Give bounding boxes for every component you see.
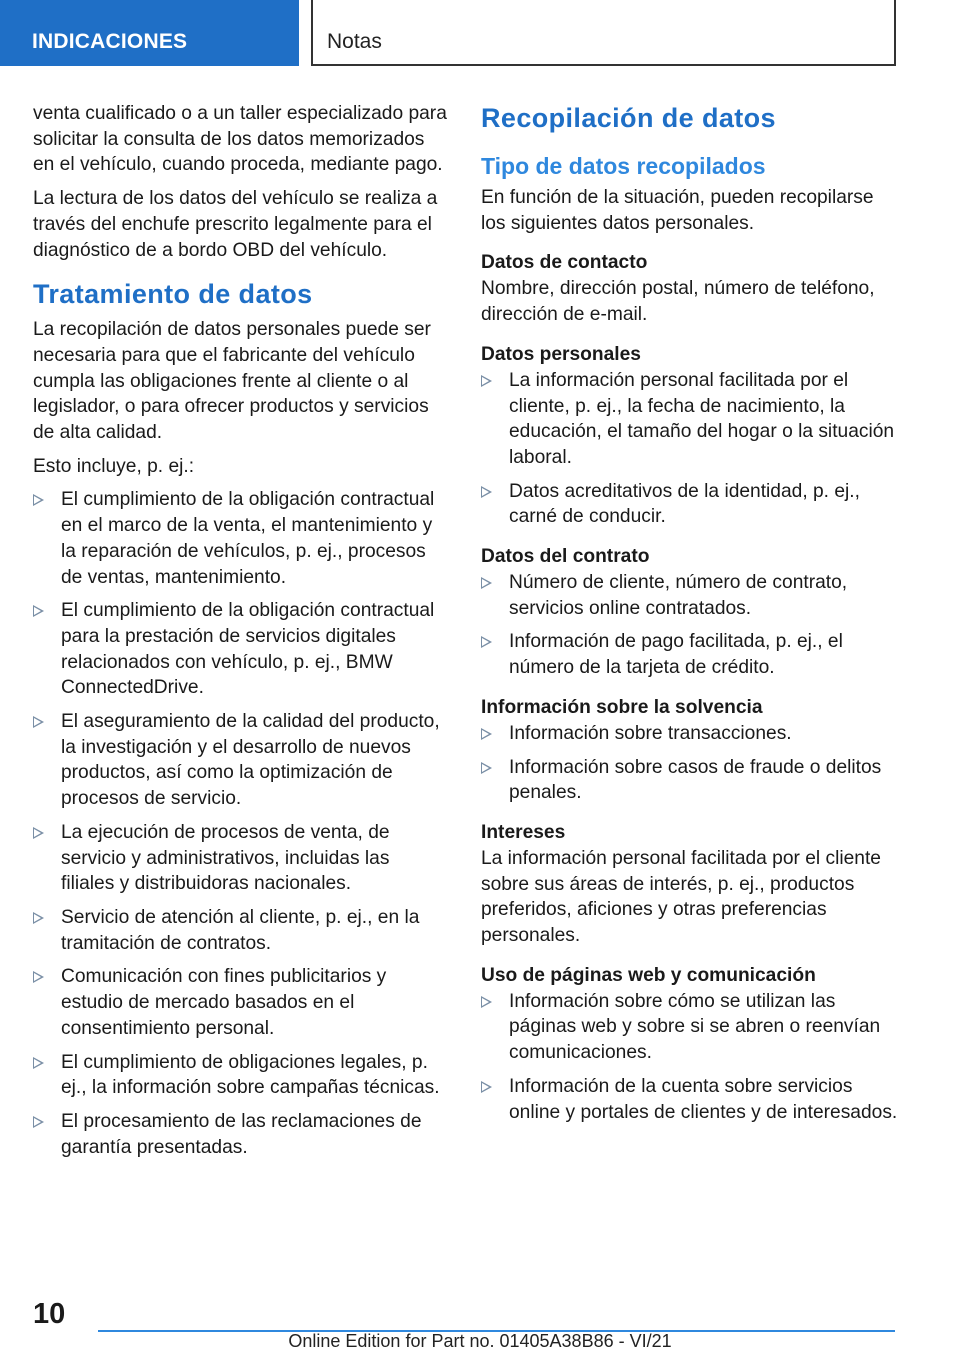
paragraph: Esto incluye, p. ej.: bbox=[33, 455, 195, 477]
paragraph: La recopilación de datos personales puede ser necesaria para que el fabricante del vehículo cumpla las obligaciones frente al cliente o al legislador, o para ofrecer productos y servicios de alta calidad. bbox=[33, 319, 431, 444]
list-item: Número de cliente, número de contrato, servicios online contratados. bbox=[481, 570, 901, 621]
triangle-bullet-icon bbox=[33, 971, 44, 983]
page-number: 10 bbox=[33, 1298, 66, 1330]
list-item: El procesamiento de las reclamaciones de garantía presentadas. bbox=[33, 1109, 447, 1160]
triangle-bullet-icon bbox=[481, 486, 492, 498]
bullet-list bbox=[481, 570, 901, 681]
subsection-heading: Tipo de datos recopilados bbox=[481, 153, 766, 179]
list-item: Comunicación con fines publicitarios y estudio de mercado basados en el consentimiento personal. bbox=[33, 964, 447, 1041]
bullet-list bbox=[481, 368, 901, 530]
triangle-bullet-icon bbox=[33, 494, 44, 506]
triangle-bullet-icon bbox=[481, 636, 492, 648]
paragraph: En función de la situación, pueden recopilarse los siguientes datos personales. bbox=[481, 187, 874, 234]
section-heading: Recopilación de datos bbox=[481, 103, 776, 133]
item-title: Información sobre la solvencia bbox=[481, 696, 763, 718]
item-title: Datos del contrato bbox=[481, 546, 650, 568]
paragraph: La lectura de los datos del vehículo se realiza a través del enchufe prescrito legalmente para el diagnóstico de a bordo OBD del vehículo. bbox=[33, 188, 438, 261]
right-column bbox=[481, 101, 901, 1133]
page-header bbox=[0, 0, 960, 66]
triangle-bullet-icon bbox=[33, 605, 44, 617]
triangle-bullet-icon bbox=[481, 762, 492, 774]
triangle-bullet-icon bbox=[481, 996, 492, 1008]
list-item: Datos acreditativos de la identidad, p. ej., carné de conducir. bbox=[481, 479, 901, 530]
triangle-bullet-icon bbox=[481, 577, 492, 589]
list-item: El cumplimiento de la obligación contractual para la prestación de servicios digitales relacionados con vehículo, p. ej., BMW ConnectedDrive. bbox=[33, 598, 447, 701]
list-item: La ejecución de procesos de venta, de servicio y administrativos, incluidas las filiales y distribuidoras nacionales. bbox=[33, 820, 447, 897]
paragraph: Nombre, dirección postal, número de teléfono, dirección de e-mail. bbox=[481, 278, 875, 326]
bullet-list bbox=[33, 487, 447, 1160]
list-item: Información sobre transacciones. bbox=[481, 721, 901, 747]
triangle-bullet-icon bbox=[33, 1116, 44, 1128]
list-item: Información sobre casos de fraude o delitos penales. bbox=[481, 755, 901, 806]
section-heading: Tratamiento de datos bbox=[33, 279, 313, 310]
list-item: El cumplimiento de la obligación contractual en el marco de la venta, el mantenimiento y la reparación de vehículos, p. ej., procesos de ventas, mantenimiento. bbox=[33, 487, 447, 590]
triangle-bullet-icon bbox=[481, 728, 492, 740]
item-title: Datos de contacto bbox=[481, 252, 648, 274]
paragraph: La información personal facilitada por el cliente sobre sus áreas de interés, p. ej., productos preferidos, aficiones y otras preferencias personales. bbox=[481, 847, 881, 947]
item-title: Intereses bbox=[481, 821, 566, 843]
item-title: Datos personales bbox=[481, 343, 641, 365]
left-column bbox=[33, 101, 447, 1168]
section-tab: INDICACIONES bbox=[0, 0, 299, 66]
list-item: Información de pago facilitada, p. ej., el número de la tarjeta de crédito. bbox=[481, 629, 901, 680]
bullet-list bbox=[481, 721, 901, 806]
list-item: La información personal facilitada por el cliente, p. ej., la fecha de nacimiento, la educación, el tamaño del hogar o la situación laboral. bbox=[481, 368, 901, 471]
chapter-title: Notas bbox=[311, 0, 896, 66]
triangle-bullet-icon bbox=[33, 827, 44, 839]
list-item: El aseguramiento de la calidad del producto, la investigación y el desarrollo de nuevos productos, así como la optimización de procesos de servicio. bbox=[33, 709, 447, 812]
footer-edition: Online Edition for Part no. 01405A38B86 - VI/21 bbox=[288, 1331, 672, 1351]
triangle-bullet-icon bbox=[33, 912, 44, 924]
bullet-list bbox=[481, 989, 901, 1126]
triangle-bullet-icon bbox=[481, 375, 492, 387]
triangle-bullet-icon bbox=[481, 1081, 492, 1093]
list-item: Información de la cuenta sobre servicios online y portales de clientes y de interesados. bbox=[481, 1074, 901, 1125]
list-item: Información sobre cómo se utilizan las páginas web y sobre si se abren o reenvían comunicaciones. bbox=[481, 989, 901, 1066]
list-item: El cumplimiento de obligaciones legales, p. ej., la información sobre campañas técnicas. bbox=[33, 1050, 447, 1101]
list-item: Servicio de atención al cliente, p. ej., en la tramitación de contratos. bbox=[33, 905, 447, 956]
item-title: Uso de páginas web y comunicación bbox=[481, 964, 816, 986]
triangle-bullet-icon bbox=[33, 1057, 44, 1069]
triangle-bullet-icon bbox=[33, 716, 44, 728]
paragraph: venta cualificado o a un taller especializado para solicitar la consulta de los datos memorizados en el vehículo, cuando proceda, mediante pago. bbox=[33, 103, 447, 176]
